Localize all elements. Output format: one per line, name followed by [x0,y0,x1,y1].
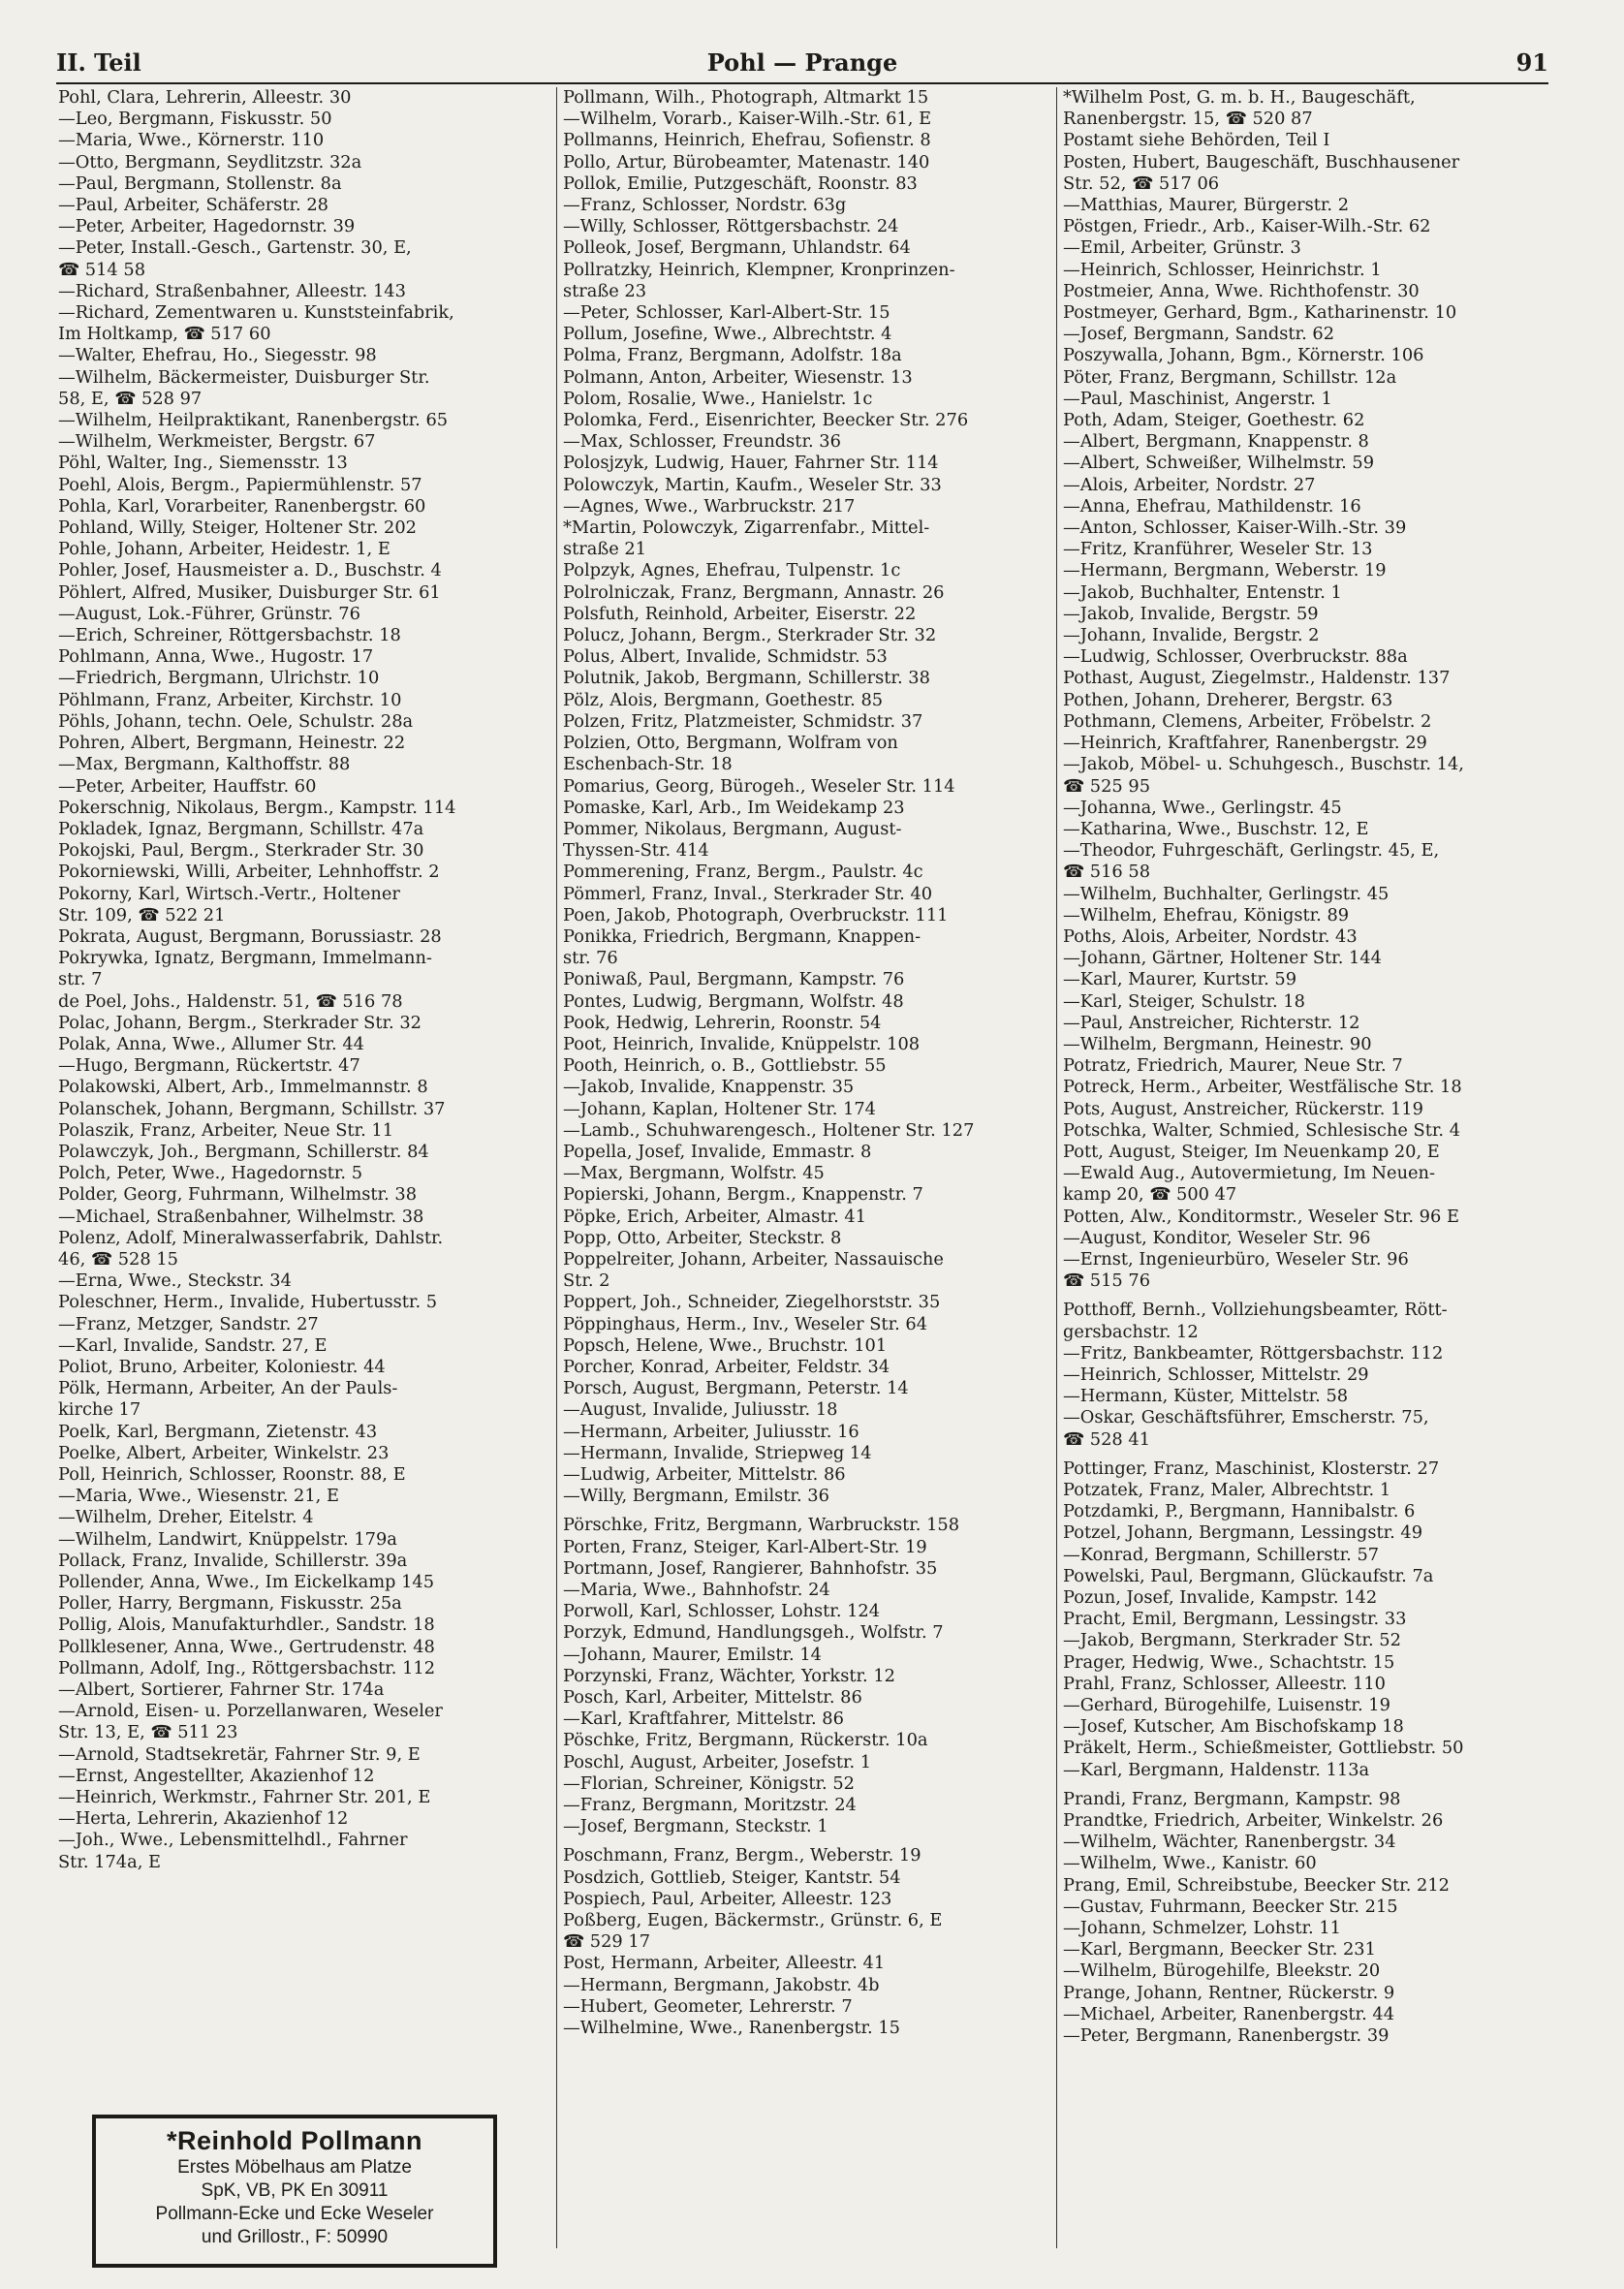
directory-entry: Prang, Emil, Schreibstube, Beecker Str. 212 [1063,1874,1450,1896]
directory-entry: —Wilhelm, Wwe., Kanistr. 60 [1063,1853,1317,1874]
directory-entry: —Maria, Wwe., Bahnhofstr. 24 [563,1580,830,1601]
directory-entry: Pölz, Alois, Bergmann, Goethestr. 85 [563,689,884,710]
directory-entry: —Max, Bergmann, Kalthoffstr. 88 [58,754,351,775]
directory-entry: Ponikka, Friedrich, Bergmann, Knappen- [563,925,921,947]
directory-entry: Polenz, Adolf, Mineralwasserfabrik, Dahlstr. [58,1227,444,1248]
directory-entry: Pothast, August, Ziegelmstr., Haldenstr. 137 [1063,668,1451,689]
directory-entry: Polleok, Josef, Bergmann, Uhlandstr. 64 [563,237,911,259]
directory-entry: Polosjzyk, Ludwig, Hauer, Fahrner Str. 114 [563,453,939,474]
directory-entry: Poliot, Bruno, Arbeiter, Koloniestr. 44 [58,1356,386,1377]
directory-entry: Prahl, Franz, Schlosser, Alleestr. 110 [1063,1673,1386,1694]
directory-entry: Ranenbergstr. 15, ☎ 520 87 [1063,109,1313,130]
directory-entry: Porzynski, Franz, Wächter, Yorkstr. 12 [563,1665,895,1686]
directory-entry: Pörschke, Fritz, Bergmann, Warbruckstr. 158 [563,1515,960,1536]
directory-entry: Pollmann, Wilh., Photograph, Altmarkt 15 [563,87,929,108]
directory-entry: Popierski, Johann, Bergm., Knappenstr. 7 [563,1184,923,1206]
directory-entry: —Ludwig, Arbeiter, Mittelstr. 86 [563,1464,846,1485]
directory-entry: —Albert, Sortierer, Fahrner Str. 174a [58,1679,385,1701]
directory-entry: Pollig, Alois, Manufakturhdler., Sandstr. 18 [58,1615,435,1636]
directory-entry: Porzyk, Edmund, Handlungsgeh., Wolfstr. 7 [563,1622,944,1644]
page-number: 91 [1515,48,1548,77]
directory-entry: Polak, Anna, Wwe., Allumer Str. 44 [58,1033,364,1054]
directory-entry: Polsfuth, Reinhold, Arbeiter, Eiserstr. 22 [563,603,917,624]
directory-entry: Prange, Johann, Rentner, Rückerstr. 9 [1063,1982,1395,2003]
directory-entry: —Jakob, Buchhalter, Entenstr. 1 [1063,581,1342,603]
directory-entry: Pollum, Josefine, Wwe., Albrechtstr. 4 [563,324,892,345]
directory-entry: Potthoff, Bernh., Vollziehungsbeamter, Rött- [1063,1300,1448,1321]
directory-entry: Pöschke, Fritz, Bergmann, Rückerstr. 10a [563,1730,928,1751]
directory-entry: —Jakob, Invalide, Knappenstr. 35 [563,1077,855,1098]
directory-entry: *Wilhelm Post, G. m. b. H., Baugeschäft, [1063,87,1416,108]
directory-entry: Porcher, Konrad, Arbeiter, Feldstr. 34 [563,1356,890,1377]
directory-entry: Polzen, Fritz, Platzmeister, Schmidstr. 37 [563,710,923,732]
directory-entry: —Jakob, Möbel- u. Schuhgesch., Buschstr. 14, [1063,754,1464,775]
directory-entry: Thyssen-Str. 414 [563,840,709,862]
directory-entry: —Willy, Bergmann, Emilstr. 36 [563,1486,829,1507]
spacer [563,1837,1052,1845]
spacer [1063,1451,1557,1458]
directory-entry: —Hermann, Bergmann, Weberstr. 19 [1063,560,1387,581]
directory-entry: —Johann, Maurer, Emilstr. 14 [563,1644,822,1665]
directory-entry: Pothmann, Clemens, Arbeiter, Fröbelstr. 2 [1063,710,1432,732]
directory-entry: Pollmanns, Heinrich, Ehefrau, Sofienstr. 8 [563,130,931,151]
directory-entry: —Konrad, Bergmann, Schillerstr. 57 [1063,1544,1380,1565]
directory-entry: —Johann, Kaplan, Holtener Str. 174 [563,1098,876,1119]
directory-entry: Polrolniczak, Franz, Bergmann, Annastr. 26 [563,581,945,603]
directory-entry: Pospiech, Paul, Arbeiter, Alleestr. 123 [563,1888,892,1909]
directory-entry: —Erna, Wwe., Steckstr. 34 [58,1270,292,1292]
directory-entry: Pokladek, Ignaz, Bergmann, Schillstr. 47a [58,818,424,839]
directory-entry: 46, ☎ 528 15 [58,1248,178,1270]
directory-entry: ☎ 525 95 [1063,775,1151,797]
directory-entry: —Anna, Ehefrau, Mathildenstr. 16 [1063,495,1361,517]
directory-entry: Pollender, Anna, Wwe., Im Eickelkamp 145 [58,1572,435,1593]
directory-entry: Pohland, Willy, Steiger, Holtener Str. 202 [58,517,417,539]
directory-entry: —Hubert, Geometer, Lehrerstr. 7 [563,1995,853,2017]
directory-entry: —Franz, Bergmann, Moritzstr. 24 [563,1795,857,1816]
directory-entry: Posdzich, Gottlieb, Steiger, Kantstr. 54 [563,1866,901,1888]
directory-entry: —August, Invalide, Juliusstr. 18 [563,1399,838,1421]
directory-entry: Pooth, Heinrich, o. B., Gottliebstr. 55 [563,1055,887,1077]
directory-entry: Posten, Hubert, Baugeschäft, Buschhausener [1063,151,1460,172]
directory-entry: Powelski, Paul, Bergmann, Glückaufstr. 7a [1063,1565,1434,1586]
column-right [1056,87,1557,2248]
directory-entry: Polder, Georg, Fuhrmann, Wilhelmstr. 38 [58,1184,418,1206]
directory-entry: —Gerhard, Bürogehilfe, Luisenstr. 19 [1063,1695,1390,1716]
directory-entry: —Maria, Wwe., Körnerstr. 110 [58,130,325,151]
directory-entry: straße 21 [563,539,647,560]
directory-entry: Pöhlert, Alfred, Musiker, Duisburger Str. 61 [58,581,441,603]
directory-entry: —Arnold, Eisen- u. Porzellanwaren, Weseler [58,1701,443,1722]
directory-entry: Polawczyk, Joh., Bergmann, Schillerstr. 84 [58,1141,429,1162]
directory-entry: de Poel, Johs., Haldenstr. 51, ☎ 516 78 [58,990,403,1012]
directory-entry: Polma, Franz, Bergmann, Adolfstr. 18a [563,345,902,366]
directory-entry: ☎ 529 17 [563,1931,651,1953]
header-part: II. Teil [56,48,141,77]
directory-entry: str. 76 [563,948,618,969]
directory-entry: —Johann, Schmelzer, Lohstr. 11 [1063,1918,1341,1939]
directory-entry: Pomarius, Georg, Bürogeh., Weseler Str. 114 [563,775,955,797]
directory-entry: —Fritz, Bankbeamter, Röttgersbachstr. 112 [1063,1342,1444,1364]
directory-entry: Poths, Alois, Arbeiter, Nordstr. 43 [1063,925,1358,947]
directory-entry: —August, Lok.-Führer, Grünstr. 76 [58,603,360,624]
directory-entry: —Agnes, Wwe., Warbruckstr. 217 [563,495,856,517]
directory-entry: —Karl, Bergmann, Beecker Str. 231 [1063,1939,1376,1960]
ad-line: SpK, VB, PK En 30911 [201,2180,389,2201]
directory-entry: Porten, Franz, Steiger, Karl-Albert-Str. 19 [563,1536,927,1557]
page-header [56,44,1548,82]
directory-entry: Potratz, Friedrich, Maurer, Neue Str. 7 [1063,1055,1403,1077]
directory-entry: Potten, Alw., Konditormstr., Weseler Str. 96 E [1063,1206,1459,1227]
directory-entry: —Gustav, Fuhrmann, Beecker Str. 215 [1063,1896,1398,1917]
directory-entry: —Johanna, Wwe., Gerlingstr. 45 [1063,797,1342,818]
directory-entry: —Johann, Invalide, Bergstr. 2 [1063,625,1320,646]
directory-entry: —Michael, Straßenbahner, Wilhelmstr. 38 [58,1206,424,1227]
directory-entry: Pots, August, Anstreicher, Rückerstr. 119 [1063,1098,1423,1119]
directory-entry: —Wilhelm, Buchhalter, Gerlingstr. 45 [1063,883,1390,904]
advertisement-box [92,2115,497,2268]
directory-entry: Portmann, Josef, Rangierer, Bahnhofstr. 35 [563,1557,938,1579]
directory-entry: Präkelt, Herm., Schießmeister, Gottliebstr. 50 [1063,1738,1464,1759]
directory-entry: —Erich, Schreiner, Röttgersbachstr. 18 [58,625,401,646]
directory-entry: Pokorniewski, Willi, Arbeiter, Lehnhoffstr. 2 [58,862,440,883]
directory-entry: —Wilhelm, Landwirt, Knüppelstr. 179a [58,1528,397,1550]
directory-entry: —Heinrich, Werkmstr., Fahrner Str. 201, E [58,1787,431,1808]
directory-entry: —Karl, Kraftfahrer, Mittelstr. 86 [563,1709,844,1730]
directory-entry: Pöhl, Walter, Ing., Siemensstr. 13 [58,453,348,474]
directory-entry: Str. 52, ☎ 517 06 [1063,172,1220,194]
directory-entry: Pokojski, Paul, Bergm., Sterkrader Str. 30 [58,840,424,862]
directory-entry: —Wilhelm, Dreher, Eitelstr. 4 [58,1507,314,1528]
directory-entry: Pohl, Clara, Lehrerin, Alleestr. 30 [58,87,352,108]
directory-entry: —Leo, Bergmann, Fiskusstr. 50 [58,109,332,130]
directory-entry: —Willy, Schlosser, Röttgersbachstr. 24 [563,216,899,237]
directory-entry: Popella, Josef, Invalide, Emmastr. 8 [563,1141,872,1162]
directory-entry: gersbachstr. 12 [1063,1321,1199,1342]
directory-entry: —Richard, Zementwaren u. Kunststeinfabrik, [58,302,454,324]
directory-entry: Pott, August, Steiger, Im Neuenkamp 20, E [1063,1141,1440,1162]
directory-entry: ☎ 515 76 [1063,1270,1151,1292]
directory-entry: —Otto, Bergmann, Seydlitzstr. 32a [58,151,362,172]
directory-entry: —Karl, Invalide, Sandstr. 27, E [58,1334,328,1356]
ad-line: und Grillostr., F: 50990 [201,2227,389,2247]
directory-entry: —Karl, Steiger, Schulstr. 18 [1063,990,1305,1012]
directory-entry: —Wilhelm, Heilpraktikant, Ranenbergstr. 65 [58,410,449,431]
directory-entry: Prandi, Franz, Bergmann, Kampstr. 98 [1063,1788,1401,1809]
directory-entry: —Wilhelm, Vorarb., Kaiser-Wilh.-Str. 61, E [563,109,932,130]
directory-entry: Polowczyk, Martin, Kaufm., Weseler Str. 33 [563,474,942,495]
directory-entry: Potzatek, Franz, Maler, Albrechtstr. 1 [1063,1480,1391,1500]
directory-entry: Popsch, Helene, Wwe., Bruchstr. 101 [563,1334,888,1356]
directory-entry: Pokerschnig, Nikolaus, Bergm., Kampstr. 114 [58,797,456,818]
directory-entry: Polutnik, Jakob, Bergmann, Schillerstr. 38 [563,668,930,689]
directory-entry: Poen, Jakob, Photograph, Overbruckstr. 111 [563,904,949,925]
directory-entry: Polzien, Otto, Bergmann, Wolfram von [563,733,898,754]
directory-entry: Pohle, Johann, Arbeiter, Heidestr. 1, E [58,539,390,560]
directory-entry: —Hermann, Küster, Mittelstr. 58 [1063,1386,1349,1407]
directory-entry: —Ludwig, Schlosser, Overbruckstr. 88a [1063,646,1408,668]
directory-entry: Poppert, Joh., Schneider, Ziegelhorststr. 35 [563,1292,941,1313]
directory-entry: 58, E, ☎ 528 97 [58,388,203,409]
directory-entry: —Michael, Arbeiter, Ranenbergstr. 44 [1063,2003,1395,2024]
directory-entry: Pohren, Albert, Bergmann, Heinestr. 22 [58,733,406,754]
directory-entry: —Oskar, Geschäftsführer, Emscherstr. 75, [1063,1407,1429,1428]
directory-entry: Pöhls, Johann, techn. Oele, Schulstr. 28a [58,710,414,732]
directory-entry: Pozun, Josef, Invalide, Kampstr. 142 [1063,1587,1378,1609]
directory-entry: —Anton, Schlosser, Kaiser-Wilh.-Str. 39 [1063,517,1407,539]
ad-line: Pollmann-Ecke und Ecke Weseler [155,2204,434,2224]
directory-entry: —Fritz, Kranführer, Weseler Str. 13 [1063,539,1373,560]
directory-entry: Poller, Harry, Bergmann, Fiskusstr. 25a [58,1593,402,1615]
directory-entry: Postmeier, Anna, Wwe. Richthofenstr. 30 [1063,280,1420,301]
directory-entry: —Wilhelm, Werkmeister, Bergstr. 67 [58,431,376,453]
directory-entry: —Ewald Aug., Autovermietung, Im Neuen- [1063,1163,1436,1184]
directory-entry: —Hermann, Bergmann, Jakobstr. 4b [563,1974,880,1995]
directory-entry: —Franz, Metzger, Sandstr. 27 [58,1313,319,1334]
column-middle [556,87,1052,2248]
directory-entry: —Walter, Ehefrau, Ho., Siegesstr. 98 [58,345,377,366]
directory-entry: str. 7 [58,969,103,990]
directory-entry: Pollack, Franz, Invalide, Schillerstr. 39a [58,1550,408,1571]
directory-entry: Poelke, Albert, Arbeiter, Winkelstr. 23 [58,1442,390,1463]
directory-entry: Polucz, Johann, Bergm., Sterkrader Str. 32 [563,625,937,646]
spacer [563,1507,1052,1515]
directory-entry: —Peter, Schlosser, Karl-Albert-Str. 15 [563,302,890,324]
directory-entry: —Josef, Kutscher, Am Bischofskamp 18 [1063,1716,1404,1738]
directory-entry: Post, Hermann, Arbeiter, Alleestr. 41 [563,1953,886,1974]
directory-entry: —Wilhelmine, Wwe., Ranenbergstr. 15 [563,2018,900,2039]
directory-entry: —Wilhelm, Bäckermeister, Duisburger Str. [58,366,430,388]
directory-entry: Polpzyk, Agnes, Ehefrau, Tulpenstr. 1c [563,560,901,581]
directory-entry: Polus, Albert, Invalide, Schmidstr. 53 [563,646,888,668]
directory-entry: Polaszik, Franz, Arbeiter, Neue Str. 11 [58,1119,394,1141]
directory-entry: straße 23 [563,280,647,301]
directory-entry: Poschmann, Franz, Bergm., Weberstr. 19 [563,1845,921,1866]
directory-entry: —Josef, Bergmann, Steckstr. 1 [563,1816,828,1837]
directory-entry: Posch, Karl, Arbeiter, Mittelstr. 86 [563,1687,862,1709]
spacer [1063,1781,1557,1789]
directory-entry: —Wilhelm, Bürogehilfe, Bleekstr. 20 [1063,1960,1381,1982]
directory-entry: Str. 13, E, ☎ 511 23 [58,1722,238,1743]
directory-entry: Pokrata, August, Bergmann, Borussiastr. 28 [58,925,442,947]
directory-entry: —Albert, Bergmann, Knappenstr. 8 [1063,431,1369,453]
directory-entry: —Paul, Arbeiter, Schäferstr. 28 [58,195,328,216]
directory-entry: —Wilhelm, Bergmann, Heinestr. 90 [1063,1033,1372,1054]
directory-entry: —Hermann, Invalide, Striepweg 14 [563,1442,872,1463]
ad-line: Erstes Möbelhaus am Platze [177,2157,412,2178]
directory-entry: ☎ 528 41 [1063,1428,1151,1450]
directory-entry: —Peter, Install.-Gesch., Gartenstr. 30, E, [58,237,412,259]
directory-entry: —Wilhelm, Wächter, Ranenbergstr. 34 [1063,1832,1396,1853]
directory-entry: Polakowski, Albert, Arb., Immelmannstr. 8 [58,1077,428,1098]
directory-entry: —August, Konditor, Weseler Str. 96 [1063,1227,1371,1248]
directory-entry: Polac, Johann, Bergm., Sterkrader Str. 32 [58,1012,422,1033]
header-rule [56,82,1548,84]
directory-entry: Poßberg, Eugen, Bäckermstr., Grünstr. 6, E [563,1910,943,1931]
directory-entry: —Emil, Arbeiter, Grünstr. 3 [1063,237,1301,259]
directory-entry: —Johann, Gärtner, Holtener Str. 144 [1063,948,1382,969]
directory-entry: Pommerening, Franz, Bergm., Paulstr. 4c [563,862,923,883]
directory-entry: ☎ 514 58 [58,259,146,280]
directory-entry: Pölk, Hermann, Arbeiter, An der Pauls- [58,1378,398,1399]
directory-entry: Prandtke, Friedrich, Arbeiter, Winkelstr. 26 [1063,1810,1444,1832]
directory-entry: Poot, Heinrich, Invalide, Knüppelstr. 108 [563,1033,921,1054]
directory-entry: Poehl, Alois, Bergm., Papiermühlenstr. 57 [58,474,422,495]
directory-entry: Postmeyer, Gerhard, Bgm., Katharinenstr. 10 [1063,302,1457,324]
directory-entry: Pracht, Emil, Bergmann, Lessingstr. 33 [1063,1609,1407,1630]
directory-entry: —Friedrich, Bergmann, Ulrichstr. 10 [58,668,380,689]
directory-entry: —Max, Bergmann, Wolfstr. 45 [563,1163,825,1184]
directory-entry: —Peter, Arbeiter, Hauffstr. 60 [58,775,317,797]
directory-entry: Pottinger, Franz, Maschinist, Klosterstr. 27 [1063,1458,1440,1479]
directory-entry: —Alois, Arbeiter, Nordstr. 27 [1063,474,1316,495]
directory-entry: Prager, Hedwig, Wwe., Schachtstr. 15 [1063,1651,1395,1673]
directory-entry: Eschenbach-Str. 18 [563,754,733,775]
directory-entry: Poll, Heinrich, Schlosser, Roonstr. 88, E [58,1464,406,1485]
directory-entry: Pöstgen, Friedr., Arb., Kaiser-Wilh.-Str. 62 [1063,216,1431,237]
directory-entry: —Paul, Maschinist, Angerstr. 1 [1063,388,1332,409]
directory-entry: Porwoll, Karl, Schlosser, Lohstr. 124 [563,1601,881,1622]
directory-entry: Popp, Otto, Arbeiter, Steckstr. 8 [563,1227,842,1248]
directory-entry: —Karl, Maurer, Kurtstr. 59 [1063,969,1297,990]
directory-entry: Pollmann, Adolf, Ing., Röttgersbachstr. 112 [58,1657,436,1678]
directory-entry: Porsch, August, Bergmann, Peterstr. 14 [563,1378,909,1399]
directory-entry: Pollklesener, Anna, Wwe., Gertrudenstr. 48 [58,1636,435,1657]
directory-entry: Polmann, Anton, Arbeiter, Wiesenstr. 13 [563,366,913,388]
directory-entry: *Martin, Polowczyk, Zigarrenfabr., Mittel- [563,517,930,539]
directory-entry: —Wilhelm, Ehefrau, Königstr. 89 [1063,904,1350,925]
directory-entry: Pokrywka, Ignatz, Bergmann, Immelmann- [58,948,432,969]
directory-entry: —Matthias, Maurer, Bürgerstr. 2 [1063,195,1350,216]
ad-title: *Reinhold Pollmann [166,2126,422,2155]
directory-entry: —Jakob, Invalide, Bergstr. 59 [1063,603,1319,624]
spacer [1063,1292,1557,1300]
directory-entry: Str. 109, ☎ 522 21 [58,904,226,925]
directory-entry: —Theodor, Fuhrgeschäft, Gerlingstr. 45, E, [1063,840,1440,862]
directory-entry: —Franz, Schlosser, Nordstr. 63g [563,195,847,216]
directory-entry: Im Holtkamp, ☎ 517 60 [58,324,271,345]
directory-entry: —Albert, Schweißer, Wilhelmstr. 59 [1063,453,1375,474]
directory-entry: —Maria, Wwe., Wiesenstr. 21, E [58,1486,339,1507]
directory-entry: Pöter, Franz, Bergmann, Schillstr. 12a [1063,366,1397,388]
directory-entry: —Katharina, Wwe., Buschstr. 12, E [1063,818,1369,839]
directory-entry: Pommer, Nikolaus, Bergmann, August- [563,818,902,839]
directory-entry: Potschka, Walter, Schmied, Schlesische Str. 4 [1063,1119,1461,1141]
directory-entry: Pokorny, Karl, Wirtsch.-Vertr., Holtener [58,883,400,904]
directory-entry: kamp 20, ☎ 500 47 [1063,1184,1237,1206]
header-name-range: Pohl — Prange [706,48,898,77]
directory-entry: Pontes, Ludwig, Bergmann, Wolfstr. 48 [563,990,904,1012]
directory-entry: Polomka, Ferd., Eisenrichter, Beecker Str. 276 [563,410,969,431]
directory-entry: —Paul, Bergmann, Stollenstr. 8a [58,172,342,194]
directory-entry: Poleschner, Herm., Invalide, Hubertusstr. 5 [58,1292,438,1313]
directory-entry: —Herta, Lehrerin, Akazienhof 12 [58,1808,349,1830]
directory-entry: Str. 2 [563,1270,610,1292]
directory-entry: Poschl, August, Arbeiter, Josefstr. 1 [563,1751,872,1772]
directory-entry: —Heinrich, Kraftfahrer, Ranenbergstr. 29 [1063,733,1427,754]
directory-entry: —Jakob, Bergmann, Sterkrader Str. 52 [1063,1630,1401,1651]
directory-entry: Pook, Hedwig, Lehrerin, Roonstr. 54 [563,1012,882,1033]
directory-entry: Potreck, Herm., Arbeiter, Westfälische Str. 18 [1063,1077,1462,1098]
directory-entry: —Hermann, Arbeiter, Juliusstr. 16 [563,1421,859,1442]
directory-entry: Pomaske, Karl, Arb., Im Weidekamp 23 [563,797,905,818]
directory-entry: Str. 174a, E [58,1851,162,1872]
directory-entry: Polanschek, Johann, Bergmann, Schillstr. 37 [58,1098,446,1119]
directory-entry: —Hugo, Bergmann, Rückertstr. 47 [58,1055,360,1077]
directory-entry: Postamt siehe Behörden, Teil I [1063,130,1330,151]
directory-entry: —Joh., Wwe., Lebensmittelhdl., Fahrner [58,1830,408,1851]
directory-entry: —Ernst, Angestellter, Akazienhof 12 [58,1765,375,1786]
directory-entry: Poszywalla, Johann, Bgm., Körnerstr. 106 [1063,345,1424,366]
directory-entry: Pöpke, Erich, Arbeiter, Almastr. 41 [563,1206,867,1227]
directory-entry: ☎ 516 58 [1063,862,1151,883]
directory-entry: Poelk, Karl, Bergmann, Zietenstr. 43 [58,1421,378,1442]
directory-entry: Pollratzky, Heinrich, Klempner, Kronprinzen- [563,259,955,280]
directory-entry: —Ernst, Ingenieurbüro, Weseler Str. 96 [1063,1248,1409,1270]
directory-entry: Poniwaß, Paul, Bergmann, Kampstr. 76 [563,969,905,990]
directory-entry: Pohlmann, Anna, Wwe., Hugostr. 17 [58,646,374,668]
directory-entry: —Paul, Anstreicher, Richterstr. 12 [1063,1012,1360,1033]
directory-entry: Pömmerl, Franz, Inval., Sterkrader Str. 40 [563,883,933,904]
directory-entry: Potzel, Johann, Bergmann, Lessingstr. 49 [1063,1522,1423,1544]
directory-entry: Polch, Peter, Wwe., Hagedornstr. 5 [58,1163,363,1184]
directory-entry: Pothen, Johann, Dreherer, Bergstr. 63 [1063,689,1393,710]
directory-entry: —Josef, Bergmann, Sandstr. 62 [1063,324,1335,345]
directory-entry: —Max, Schlosser, Freundstr. 36 [563,431,841,453]
directory-entry: Polom, Rosalie, Wwe., Hanielstr. 1c [563,388,873,409]
directory-entry: —Lamb., Schuhwarengesch., Holtener Str. 127 [563,1119,975,1141]
directory-entry: —Karl, Bergmann, Haldenstr. 113a [1063,1759,1370,1780]
column-left [58,87,557,2248]
directory-entry: —Peter, Arbeiter, Hagedornstr. 39 [58,216,356,237]
directory-entry: Potzdamki, P., Bergmann, Hannibalstr. 6 [1063,1501,1416,1522]
directory-entry: Pollok, Emilie, Putzgeschäft, Roonstr. 83 [563,172,918,194]
directory-entry: —Heinrich, Schlosser, Heinrichstr. 1 [1063,259,1382,280]
directory-entry: Pohler, Josef, Hausmeister a. D., Buschstr. 4 [58,560,442,581]
directory-entry: kirche 17 [58,1399,141,1421]
directory-entry: Poth, Adam, Steiger, Goethestr. 62 [1063,410,1365,431]
directory-entry: —Richard, Straßenbahner, Alleestr. 143 [58,280,406,301]
directory-entry: —Peter, Bergmann, Ranenbergstr. 39 [1063,2025,1390,2047]
directory-entry: Pohla, Karl, Vorarbeiter, Ranenbergstr. 60 [58,495,426,517]
directory-entry: —Heinrich, Schlosser, Mittelstr. 29 [1063,1364,1369,1385]
directory-entry: Pöhlmann, Franz, Arbeiter, Kirchstr. 10 [58,689,402,710]
directory-entry: Pollo, Artur, Bürobeamter, Matenastr. 140 [563,151,930,172]
directory-entry: Pöppinghaus, Herm., Inv., Weseler Str. 64 [563,1313,928,1334]
directory-entry: —Florian, Schreiner, Königstr. 52 [563,1772,855,1794]
directory-entry: —Arnold, Stadtsekretär, Fahrner Str. 9, E [58,1743,421,1765]
directory-entry: Poppelreiter, Johann, Arbeiter, Nassauische [563,1248,944,1270]
